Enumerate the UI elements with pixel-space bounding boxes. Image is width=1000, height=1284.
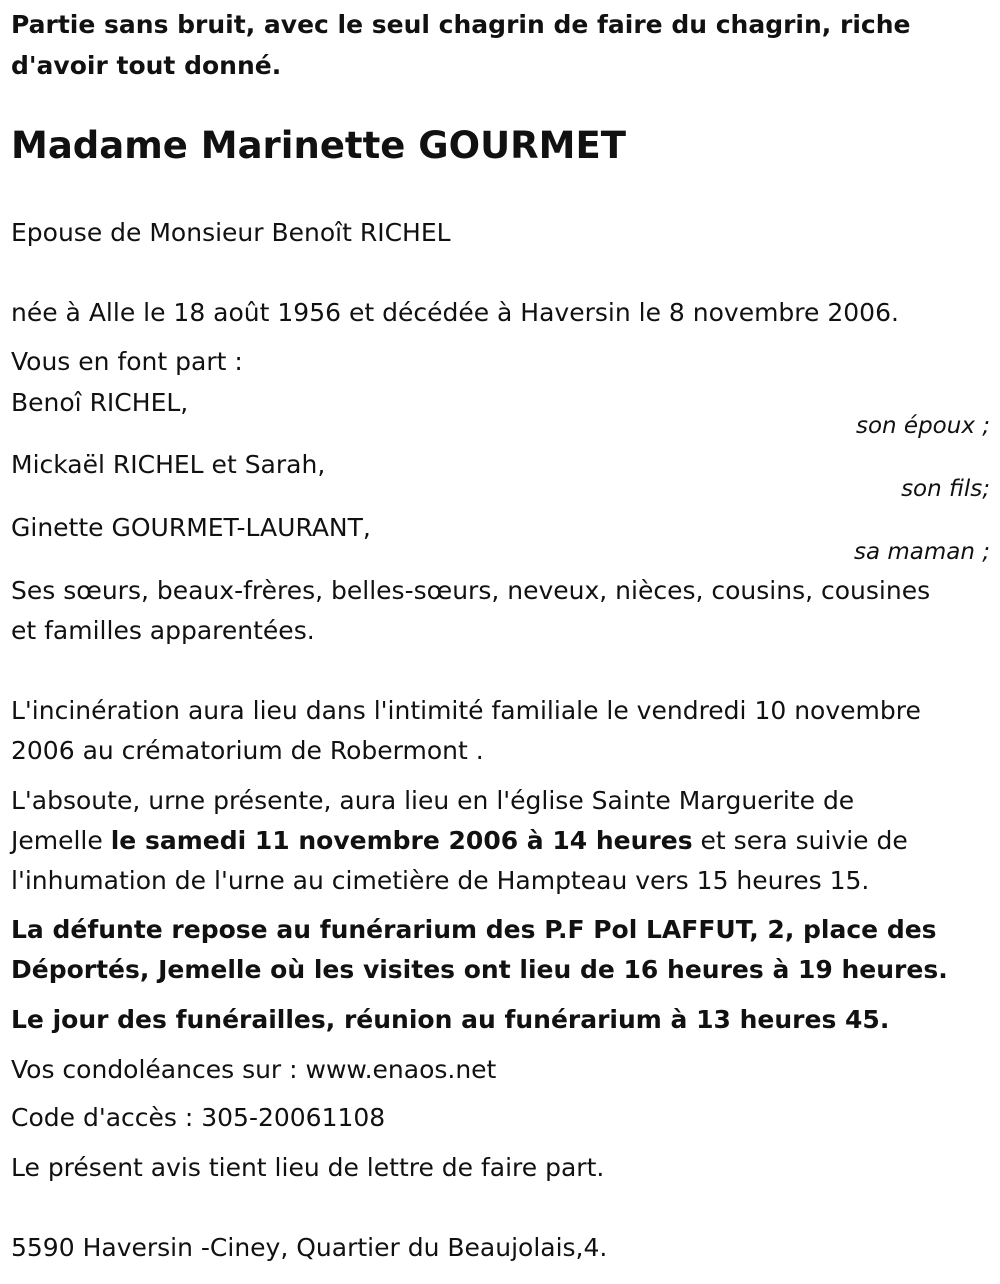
absoute-line-1: L'absoute, urne présente, aura lieu en l'église Sainte Marguerite de [11, 786, 855, 815]
family-member-name: Ginette GOURMET-LAURANT, [11, 513, 371, 542]
absoute-line-3: l'inhumation de l'urne au cimetière de Hampteau vers 15 heures 15. [11, 866, 870, 895]
cremation-line-2: 2006 au crématorium de Robermont . [11, 736, 484, 765]
family-member-name: Mickaël RICHEL et Sarah, [11, 450, 326, 479]
deceased-name: Madame Marinette GOURMET [11, 124, 626, 167]
announce-intro: Vous en font part : [11, 347, 243, 376]
address-line: 5590 Haversin -Ciney, Quartier du Beaujolais,4. [11, 1233, 608, 1262]
absoute-text-pre: Jemelle [11, 826, 111, 855]
spouse-line: Epouse de Monsieur Benoît RICHEL [11, 218, 451, 247]
family-member-relation: son fils; [901, 476, 990, 502]
absoute-line-2 [11, 821, 908, 861]
funeral-day-line: Le jour des funérailles, réunion au funérarium à 13 heures 45. [11, 1005, 890, 1034]
condolences-line: Vos condoléances sur : www.enaos.net [11, 1055, 497, 1084]
birth-death-line: née à Alle le 18 août 1956 et décédée à Haversin le 8 novembre 2006. [11, 298, 899, 327]
notice-line: Le présent avis tient lieu de lettre de faire part. [11, 1153, 605, 1182]
quote-line-1: Partie sans bruit, avec le seul chagrin de faire du chagrin, riche [11, 10, 911, 39]
cremation-line-1: L'incinération aura lieu dans l'intimité familiale le vendredi 10 novembre [11, 696, 921, 725]
relatives-line-1: Ses sœurs, beaux-frères, belles-sœurs, neveux, nièces, cousins, cousines [11, 576, 931, 605]
family-member-name: Benoî RICHEL, [11, 388, 189, 417]
rest-line-2: Déportés, Jemelle où les visites ont lieu de 16 heures à 19 heures. [11, 955, 948, 984]
quote-line-2: d'avoir tout donné. [11, 51, 282, 80]
family-member-relation: son époux ; [855, 413, 990, 439]
absoute-text-post: et sera suivie de [692, 826, 908, 855]
rest-line-1: La défunte repose au funérarium des P.F Pol LAFFUT, 2, place des [11, 915, 937, 944]
absoute-date-time: le samedi 11 novembre 2006 à 14 heures [110, 826, 693, 855]
family-member-relation: sa maman ; [853, 539, 990, 565]
relatives-line-2: et familles apparentées. [11, 616, 315, 645]
access-code-line: Code d'accès : 305-20061108 [11, 1103, 386, 1132]
